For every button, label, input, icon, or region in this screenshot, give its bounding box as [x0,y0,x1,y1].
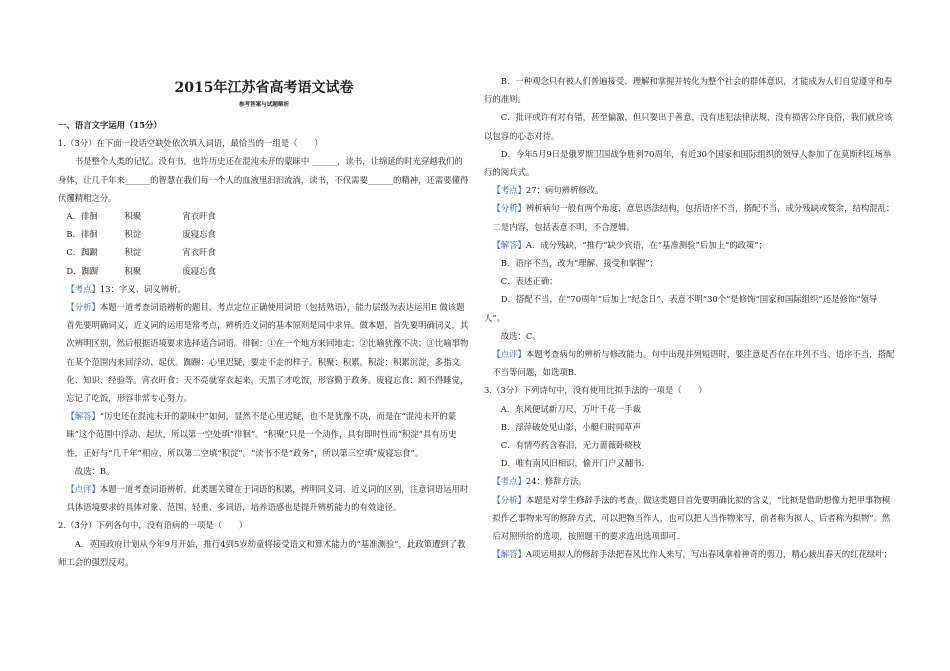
right-column [484,72,896,563]
q1-fenxi: 【分析】本题一道考查词语辨析的题目，考点定位正确使用词语（包括熟语），能力层级为表达运用E 做该题首先要明确词义，近义词的运用是常考点，辨析近义词的基本原则是同中求异。做本题，首先要明确词义，其次辨明区别，然后根据语境要求选择适合词语。徘徊：①在一个地方来回地走；②比喻犹豫不决；③比喻事物在某个范围内来回浮动、起伏。踟蹰：心里迟疑，要走不走的样子。积聚：积累。积淀：积累沉淀，多指文化、知识、经验等。宵衣旰食：天不亮就穿衣起来，天黑了才吃饭，形容勤于政务。废寝忘食：顾不得睡觉，忘记了吃饭，形容非常专心努力。 [66,302,469,404]
q2-option-c: C．批评或许有对有错，甚至偏激，但只要出于善意，没有违犯法律法规，没有损害公序良俗，我们就应该以包容的心态对待。 [484,112,893,141]
q3-kaodian: 【考点】24：修辞方法。 [492,476,587,487]
q3-fenxi: 【分析】本题是对学生修辞手法的考查，做这类题目首先要明确比拟的含义，“比拟是借助想像力把甲事物模拟作乙事物来写的修辞方式，可以把物当作人，也可以把人当作物来写，前者称为拟人，后者称为拟物”。然后对照所给的选项，按照题干的要求选出选项即可. [492,494,891,542]
q2-answer: 故选：C。 [500,330,541,341]
q1-kaodian: 【考点】13：字义、词义辨析。 [66,283,186,294]
q2-kaodian: 【考点】27：病句辨析修改。 [492,185,604,196]
document-title: 2015年江苏省高考语文试卷 [174,80,354,96]
q1-option-d: D．踟蹰 积聚 废寝忘食 [66,265,216,276]
left-column [58,78,470,571]
q2-dianping: 【点评】本题考查病句的辨析与修改能力。句中出现并列短语时，要注意是否存在并列不当、语序不当，搭配不当等问题，如选项B. [492,349,895,378]
section-heading: 一、语言文字运用（15分） [58,120,162,130]
q3-stem: 3.（3分）下列诗句中，没有使用比拟手法的一项是（ ） [484,385,707,396]
q2-stem: 2.（3分）下列各句中，没有语病的一项是（ ） [58,520,248,531]
q2-jieda-a: 【解答】A．成分残缺，“推行”缺少宾语，在“基准测验”后加上“的政策”； [492,239,768,250]
q1-option-b: B．徘徊 积淀 废寝忘食 [66,229,216,240]
q1-passage: 书是整个人类的记忆。没有书，也许历史还在混沌未开的蒙昧中 ______，读书，让绵延的时光穿越我们的身体，让几千年来______的智慧在我们每一个人的血液里汩汩流淌，读书，不仅需要______的精神，还需要懂得伏攫精粗之分。 [58,156,469,203]
q1-option-a: A．徘徊 积聚 宵衣旰食 [66,211,216,222]
q2-jieda-b: B．语序不当，改为“理解、接受和掌握”； [500,258,658,269]
q2-option-b: B．一种观念只有被人们普遍接受、理解和掌握并转化为整个社会的群体意识，才能成为人们自觉遵守和奉行的准则。 [484,76,893,105]
q1-stem: 1.（3分）在下面一段话空缺处依次填入词语，最恰当的一组是（ ） [58,138,323,149]
q3-option-b: B．浮萍破处见山影，小艇归时闻草声 [500,421,641,432]
q1-option-c: C．踟蹰 积淀 宵衣旰食 [66,247,216,258]
q2-jieda-d: D．搭配不当，在“70周年”后加上“纪念日”，表意不明“30个”是修饰“国家和国际组织”还是修饰“领导人”。 [484,294,878,323]
q2-option-d: D．今年5月9日是俄罗斯卫国战争胜利70周年，有近30个国家和国际组织的领导人参加了在莫斯科红场举行的阅兵式。 [484,148,892,178]
q2-fenxi: 【分析】辨析病句一般有两个角度，意思语法结构，包括语序不当，搭配不当，成分残缺或赘余，结构混乱；二是内容，包括表意不明，不合逻辑。 [492,203,895,232]
q1-answer: 故选：B。 [74,465,115,476]
q3-option-c: C．有情芍药含春泪，无力蔷薇卧晓枝 [500,440,642,451]
q3-option-a: A．东风便试新刀尺，万叶千花一手裁 [500,403,641,414]
q1-jieda: 【解答】“历史还在混沌未开的蒙昧中”如何，显然不是心里迟疑，也不是犹豫不决，而是在“混沌未开的蒙昧”这个范围中浮动、起伏，所以第一空处填“徘徊”。“积聚”只是一个动作，具有即时性而“积淀”具有历史性，正好与“几千年”相应，所以第二空填“积淀”。“读书不是“政务”，所以第三空填“废寝忘食”。 [66,411,457,458]
q1-dianping: 【点评】本题一道考查词语辨析，此类题关键在于词语的积累，辨明同义词、近义词的区别，注意词语运用时具体语境要求的具体对象、范围、轻重、多词语，培养语感也是提升辨析能力的有效途径。 [66,484,469,513]
document-subtitle: 参考答案与试题解析 [238,102,290,108]
q2-jieda-c: C．表述正确； [500,276,558,287]
q2-option-a: A．英国政府计划从今年9月开始，推行4到5岁幼童将接受语文和算术能力的“基准测验”，此政策遭到了教师工会的强烈反对。 [58,538,466,567]
q3-option-d: D．唯有南风旧相识，偷开门户又翻书. [500,458,645,469]
q3-jieda: 【解答】A项运用拟人的修辞手法把春风比作人来写，写出春风拿着神奇的剪刀，精心裁出春天的红花绿叶； [492,549,893,560]
